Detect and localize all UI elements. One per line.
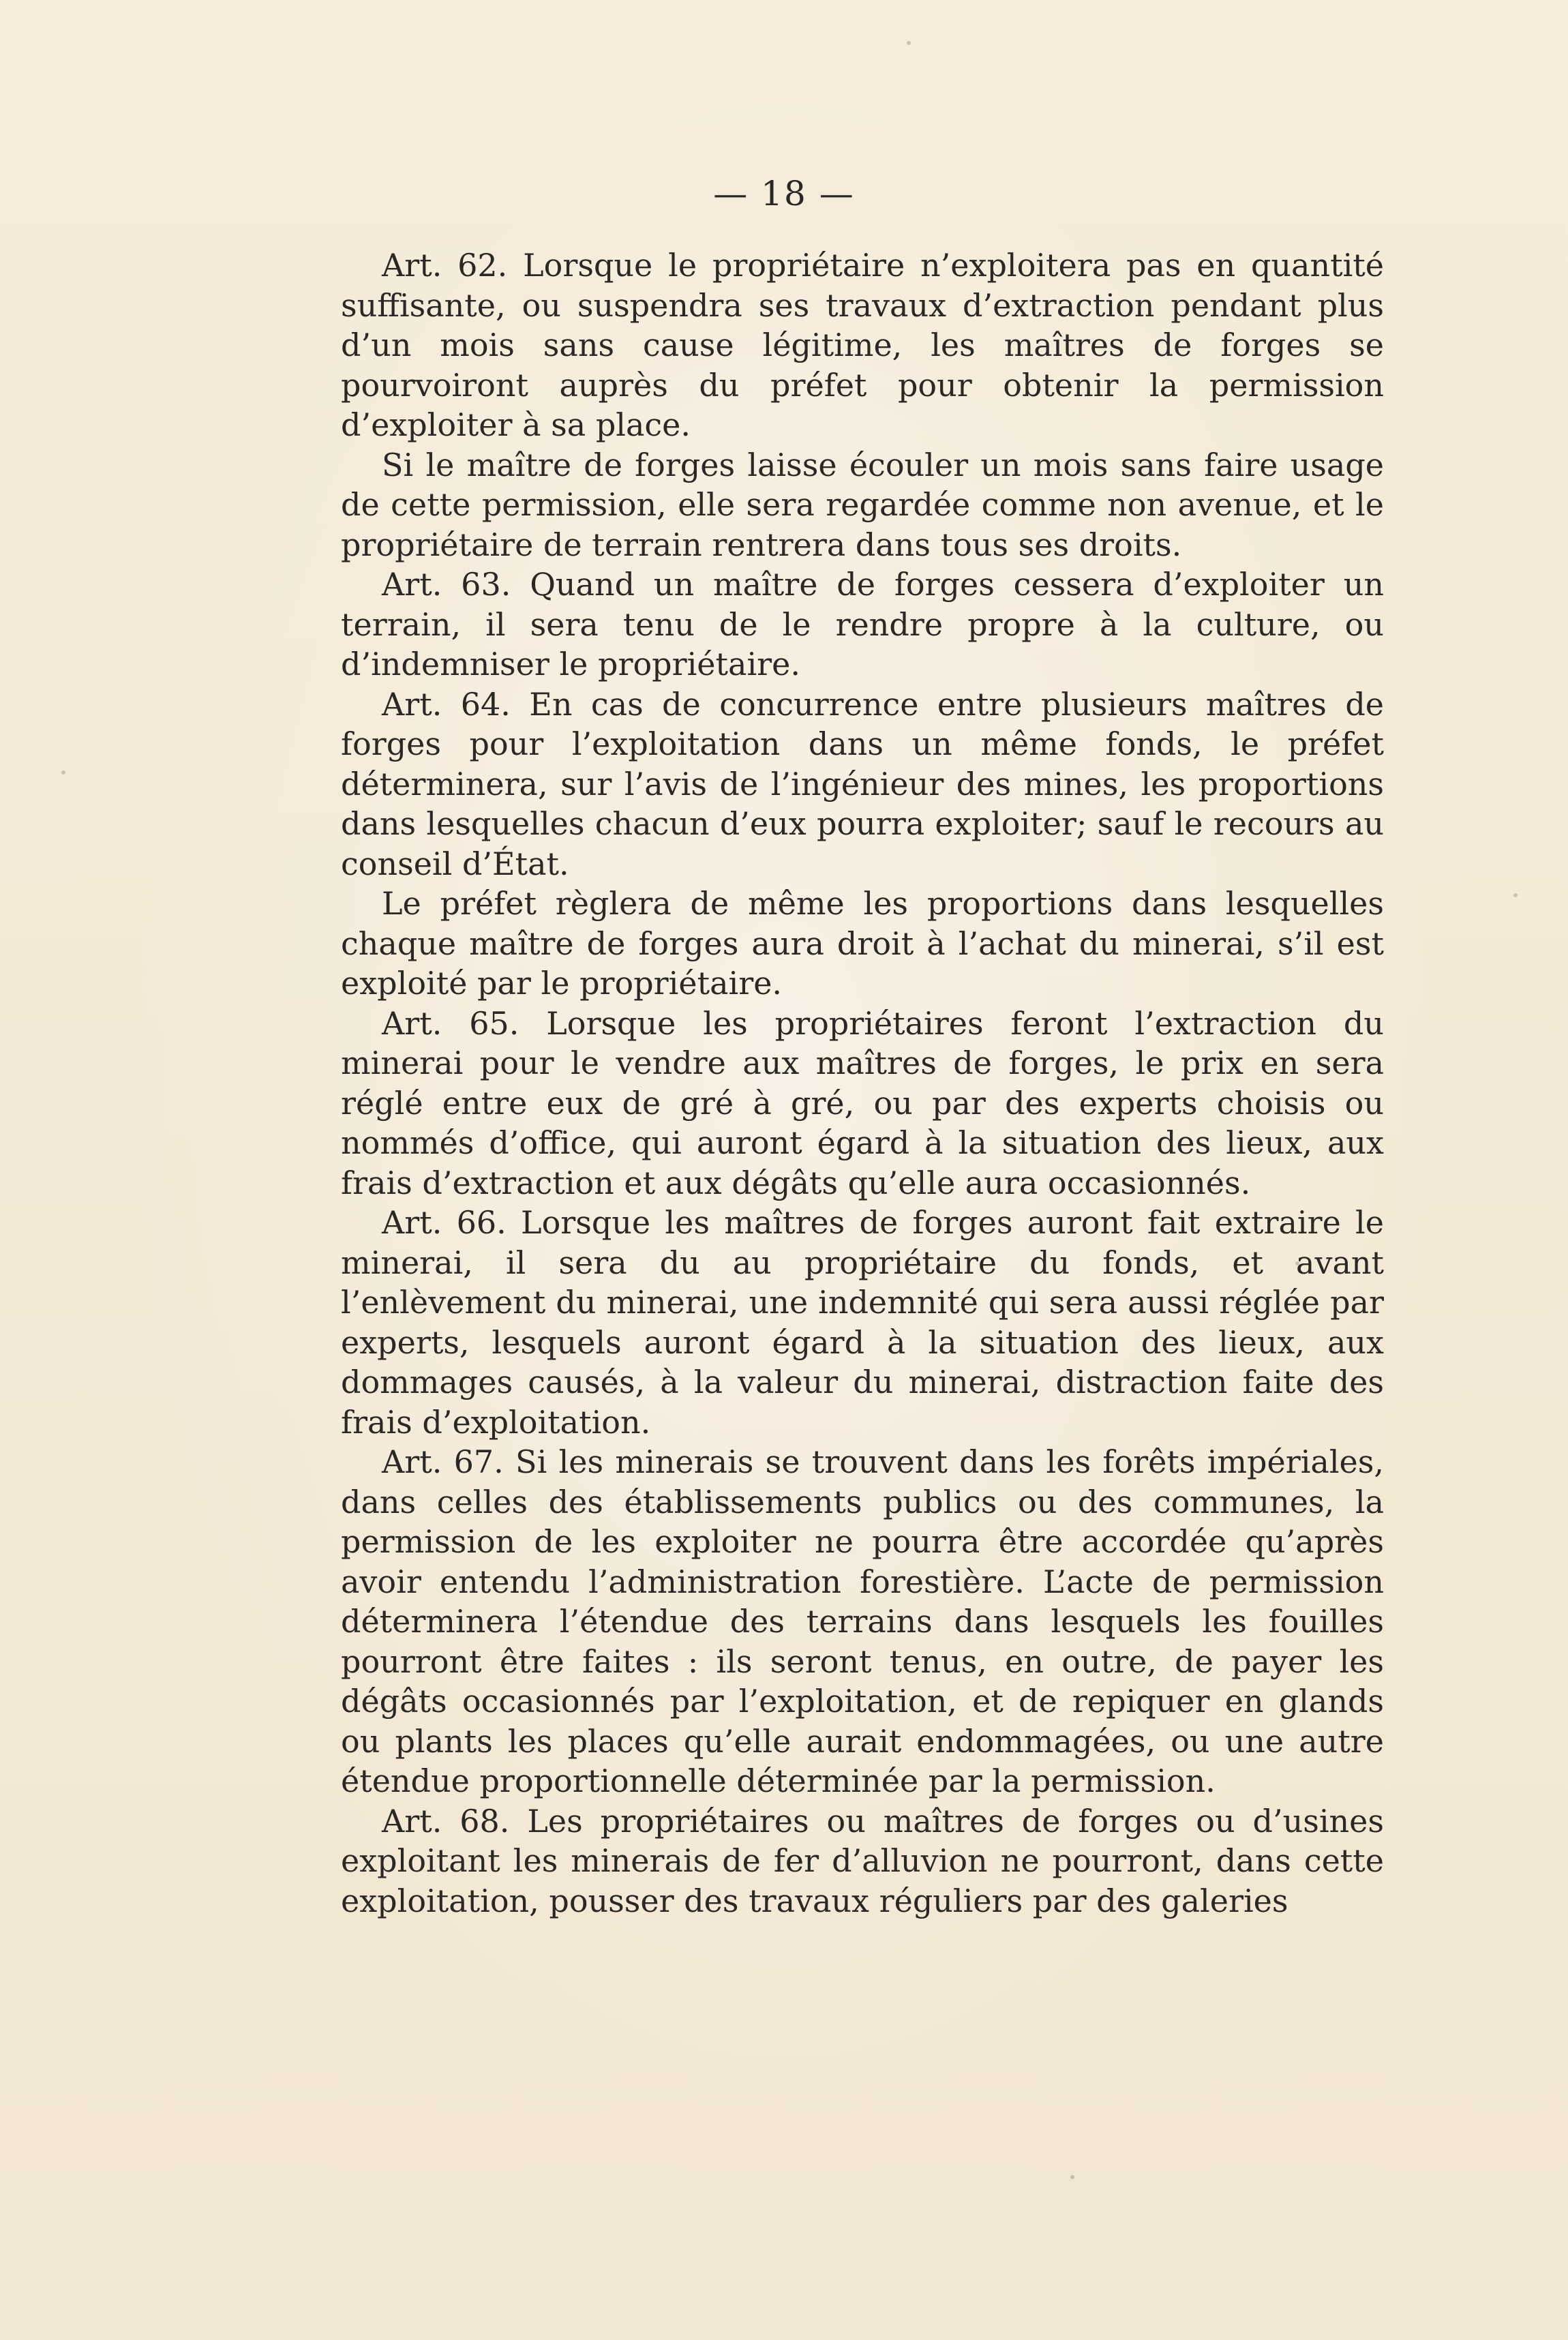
page-number: — 18 — (713, 174, 855, 213)
paper-speck (1070, 2175, 1074, 2179)
paper-speck (61, 770, 65, 775)
paragraph-art-65: Art. 65. Lorsque les propriétaires feront l’extraction du minerai pour le vendre aux maîtres de forges, le prix en sera réglé entre eux de gré à gré, ou par des experts choisis ou nommés d’office, qui auront égard à la situation des lieux, aux frais d’extraction et aux dégâts qu’elle aura occasionnés. (341, 1004, 1384, 1201)
paragraph-art-62-continued: Si le maître de forges laisse écouler un mois sans faire usage de cette permission, elle sera regardée comme non avenue, et le propriétaire de terrain rentrera dans tous ses droits. (341, 446, 1384, 563)
paragraph-art-63: Art. 63. Quand un maître de forges cessera d’exploiter un terrain, il sera tenu de le rendre propre à la culture, ou d’indemniser le propriétaire. (341, 566, 1384, 682)
body-text (341, 245, 1384, 1921)
paragraph-art-68: Art. 68. Les propriétaires ou maîtres de forges ou d’usines exploitant les minerais de fer d’alluvion ne pourront, dans cette exploitation, pousser des travaux réguliers par des galeries (341, 1802, 1384, 1919)
paragraph-art-66: Art. 66. Lorsque les maîtres de forges auront fait extraire le minerai, il sera du au propriétaire du fonds, et avant l’enlèvement du minerai, une indemnité qui sera aussi réglée par experts, lesquels auront égard à la situation des lieux, aux dommages causés, à la valeur du minerai, distraction faite des frais d’exploitation. (341, 1204, 1384, 1441)
paragraph-art-64: Art. 64. En cas de concurrence entre plusieurs maîtres de forges pour l’exploitation dans un même fonds, le préfet déterminera, sur l’avis de l’ingénieur des mines, les proportions dans lesquelles chacun d’eux pourra exploiter; sauf le recours au conseil d’État. (341, 685, 1384, 882)
paper-speck (907, 41, 911, 45)
paragraph-art-62: Art. 62. Lorsque le propriétaire n’exploitera pas en quantité suffisante, ou suspendra ses travaux d’extraction pendant plus d’un mois sans cause légitime, les maîtres de forges se pourvoiront auprès du préfet pour obtenir la permission d’exploiter à sa place. (341, 247, 1384, 443)
paragraph-art-67: Art. 67. Si les minerais se trouvent dans les forêts impériales, dans celles des établissements publics ou des communes, la permission de les exploiter ne pourra être accordée qu’après avoir entendu l’administration forestière. L’acte de permission déterminera l’étendue des terrains dans lesquels les fouilles pourront être faites : ils seront tenus, en outre, de payer les dégâts occasionnés par l’exploitation, et de repiquer en glands ou plants les places qu’elle aurait endommagées, ou une autre étendue proportionnelle déterminée par la permission. (341, 1443, 1384, 1799)
paper-speck (1295, 1261, 1299, 1265)
paragraph-art-64-continued: Le préfet règlera de même les proportions dans lesquelles chaque maître de forges aura droit à l’achat du minerai, s’il est exploité par le propriétaire. (341, 885, 1384, 1002)
paper-speck (1513, 893, 1518, 897)
